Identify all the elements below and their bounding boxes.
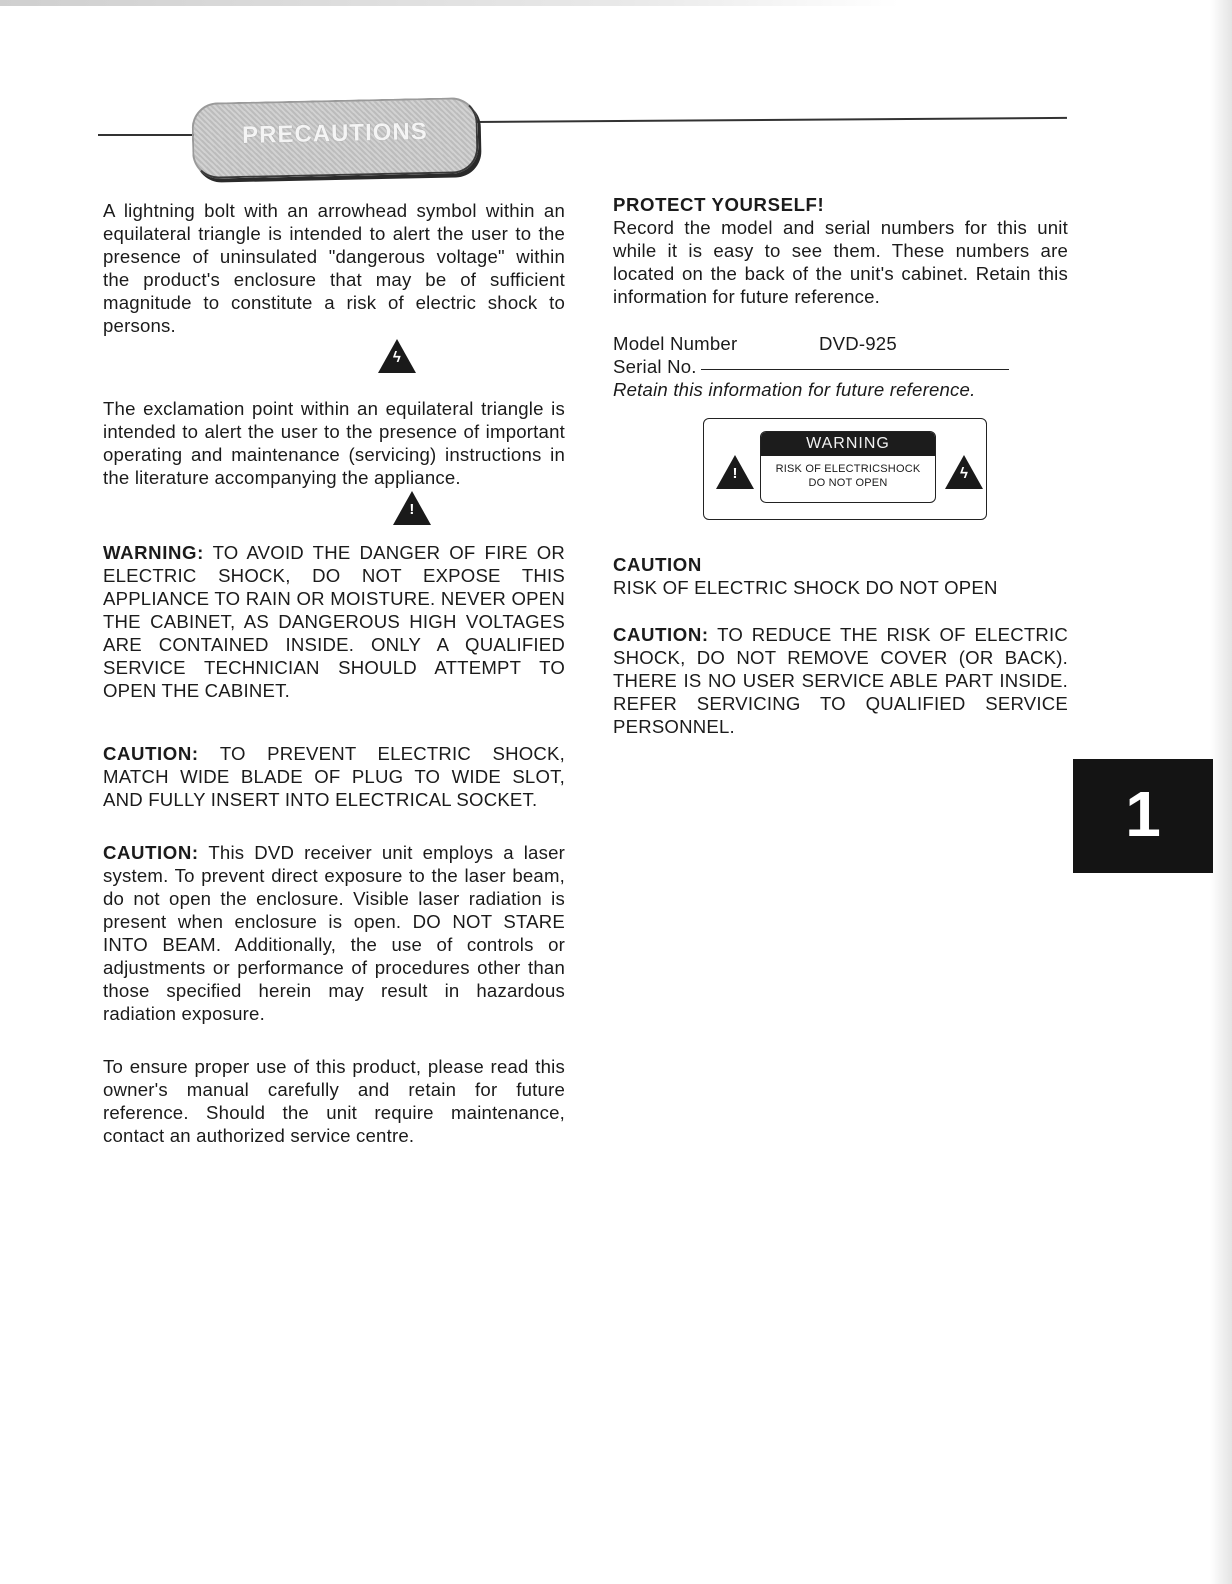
spacer [613,308,1068,332]
caution-laser-text: This DVD receiver unit employs a laser system. To prevent direct exposure to the laser beam, do not open the enclosure. Visible laser radiation is present when enclosure is open. DO NOT STARE INTO BEAM. Additionally, the use of controls or adjustments or performance of procedures other than those specified herein may result in hazardous radiation exposure. [103,842,566,1024]
page-number-tab [1073,759,1213,873]
serial-number-label: Serial No. [613,356,697,377]
retain-info-note: Retain this information for future reference. [613,379,976,400]
caution-cover-text: TO REDUCE THE RISK OF ELECTRIC SHOCK, DO NOT REMOVE COVER (OR BACK). THERE IS NO USER SERVICE ABLE PART INSIDE. REFER SERVICING TO QUALIFIED SERVICE PERSONNEL. [613,624,1068,737]
scan-edge [0,0,900,6]
section-title: PRECAUTIONS [241,118,429,149]
warning-label: WARNING: [103,542,204,563]
warning-label-line2: DO NOT OPEN [808,477,888,489]
caution-subtext: RISK OF ELECTRIC SHOCK DO NOT OPEN [613,577,998,598]
caution-cover-paragraph [613,623,1068,738]
exclamation-icon-row [103,491,565,527]
warning-label-line1: RISK OF ELECTRICSHOCK [775,463,921,475]
model-number-label: Model Number [613,333,738,354]
ensure-use-paragraph: To ensure proper use of this product, please read this owner's manual carefully and retain for future reference. Should the unit require maintenance, contact an authorized service centre. [103,1056,565,1146]
page-number: 1 [1125,778,1161,850]
serial-number-row [613,355,1068,378]
caution-label: CAUTION: [613,624,709,645]
caution-label: CAUTION: [103,842,199,863]
warning-text: TO AVOID THE DANGER OF FIRE OR ELECTRIC SHOCK, DO NOT EXPOSE THIS APPLIANCE TO RAIN OR MOISTURE. NEVER OPEN THE CABINET, AS DANGEROUS HIGH VOLTAGES ARE CONTAINED INSIDE. ONLY A QUALIFIED SERVICE TECHNICIAN SHOULD ATTEMPT TO OPEN THE CABINET. [103,542,565,701]
warning-label-plate [760,431,936,503]
lightning-triangle-icon: ϟ [945,455,983,489]
model-number-value: DVD-925 [819,333,897,354]
caution-laser-paragraph [103,841,565,1025]
caution-plug-paragraph [103,742,565,811]
header-rule-right [475,117,1067,123]
protect-heading: PROTECT YOURSELF! [613,194,825,215]
serial-number-blank [701,355,1009,370]
model-number-row [613,332,1068,355]
warning-paragraph [103,541,565,702]
warning-label-title: WARNING [761,432,935,456]
section-title-tab [191,97,479,179]
lightning-symbol-paragraph: A lightning bolt with an arrowhead symbol within an equilateral triangle is intended to alert the user to the presence of uninsulated "dangerous voltage" within the product's enclosure that may be of sufficient magnitude to constitute a risk of electric shock to persons. [103,200,565,336]
caution-label: CAUTION: [103,743,199,764]
caution-plug-text: TO PREVENT ELECTRIC SHOCK, MATCH WIDE BLADE OF PLUG TO WIDE SLOT, AND FULLY INSERT INTO ELECTRICAL SOCKET. [103,743,565,810]
protect-paragraph: Record the model and serial numbers for this unit while it is easy to see them. These numbers are located on the back of the unit's cabinet. Retain this information for future reference. [613,217,1068,307]
scan-edge-right [1210,0,1232,1584]
left-column [103,199,565,1147]
lightning-triangle-icon: ϟ [378,339,416,373]
exclamation-triangle-icon: ! [716,455,754,489]
caution-heading: CAUTION [613,554,702,575]
warning-label-graphic [703,418,987,520]
lightning-icon-row [103,339,565,375]
exclamation-triangle-icon: ! [393,491,431,525]
exclamation-symbol-paragraph: The exclamation point within an equilateral triangle is intended to alert the user to the presence of important operating and maintenance (servicing) instructions in the literature accompanying the appliance. [103,398,565,488]
